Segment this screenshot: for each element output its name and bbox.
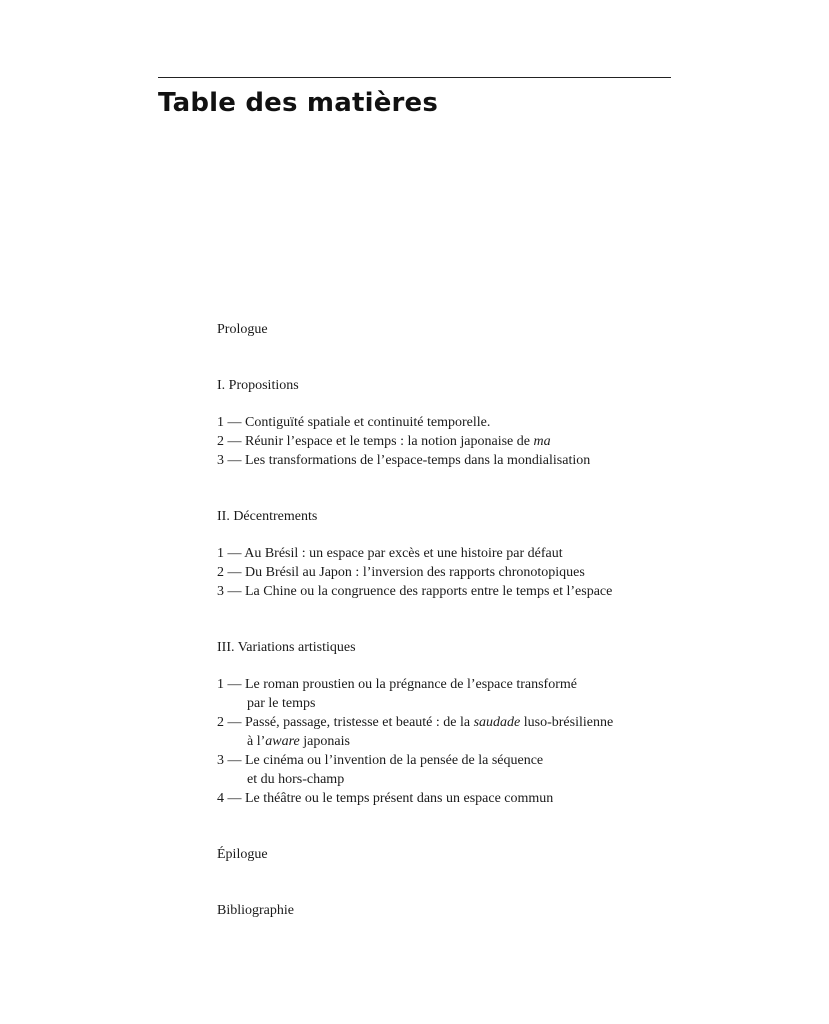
toc-entry-text: 2 — Passé, passage, tristesse et beauté : de la <box>217 715 474 730</box>
toc-entry-text: japonais <box>299 734 350 749</box>
table-of-contents <box>217 320 677 920</box>
toc-entry-text: 2 — Réunir l’espace et le temps : la notion japonaise de <box>217 434 534 449</box>
toc-entry: 1 — Au Brésil : un espace par excès et une histoire par défaut <box>217 546 563 561</box>
toc-prologue <box>217 320 677 339</box>
toc-entry-continuation <box>217 732 677 751</box>
toc-part-3 <box>217 638 677 808</box>
toc-entry: 3 — Les transformations de l’espace-temps dans la mondialisation <box>217 453 591 468</box>
toc-entry-continuation: par le temps <box>247 696 316 711</box>
page-title: Table des matières <box>158 88 439 118</box>
toc-entry <box>217 713 677 732</box>
toc-entry-italic-term: aware <box>265 734 300 749</box>
toc-entry-text: luso-brésilienne <box>520 715 614 730</box>
toc-entry: 4 — Le théâtre ou le temps présent dans un espace commun <box>217 791 554 806</box>
toc-epilogue-label: Épilogue <box>217 847 268 862</box>
toc-part-1-heading: I. Propositions <box>217 378 299 393</box>
toc-part-2 <box>217 507 677 601</box>
toc-entry-italic-term: ma <box>533 434 551 449</box>
toc-entry: 3 — Le cinéma ou l’invention de la pensée de la séquence <box>217 753 544 768</box>
toc-entry-text: à l’ <box>247 734 266 749</box>
toc-entry <box>217 432 677 451</box>
toc-entry: 2 — Du Brésil au Japon : l’inversion des rapports chronotopiques <box>217 565 585 580</box>
toc-entry: 3 — La Chine ou la congruence des rapports entre le temps et l’espace <box>217 584 613 599</box>
toc-part-3-heading: III. Variations artistiques <box>217 640 356 655</box>
toc-part-1 <box>217 376 677 470</box>
toc-entry: 1 — Contiguïté spatiale et continuité temporelle. <box>217 415 491 430</box>
toc-bibliography-label: Bibliographie <box>217 903 294 918</box>
toc-prologue-label: Prologue <box>217 322 268 337</box>
toc-entry: 1 — Le roman proustien ou la prégnance de l’espace transformé <box>217 677 577 692</box>
toc-entry-continuation: et du hors-champ <box>247 772 345 787</box>
toc-epilogue <box>217 845 677 864</box>
toc-bibliography <box>217 901 677 920</box>
toc-entry-italic-term: saudade <box>473 715 521 730</box>
toc-part-2-heading: II. Décentrements <box>217 509 318 524</box>
top-rule <box>158 77 671 78</box>
